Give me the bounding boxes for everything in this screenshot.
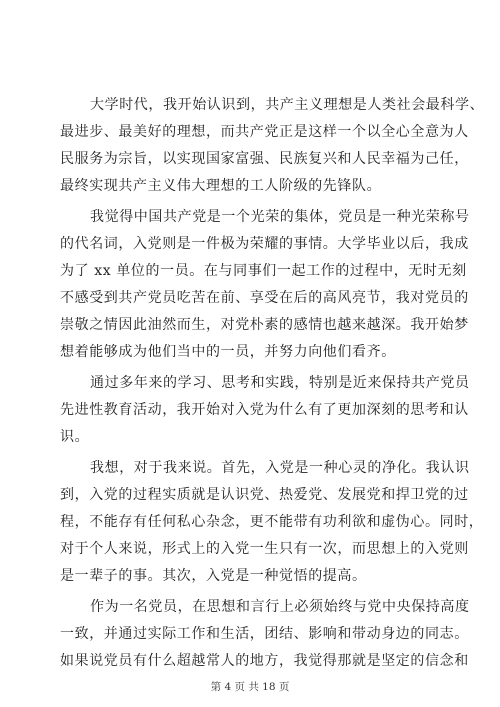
text-line: 最进步、最美好的理想，而共产党正是这样一个以全心全意为人 <box>60 124 469 140</box>
text-line: 识。 <box>60 429 90 445</box>
text-line: 想着能够成为他们当中的一员，并努力向他们看齐。 <box>60 344 396 360</box>
text-line: 我想，对于我来说。首先，入党是一种心灵的净化。我认识 <box>90 460 470 476</box>
text-line: 不感受到共产党员吃苦在前、享受在后的高风亮节，我对党员的 <box>60 290 469 306</box>
paragraph <box>60 455 484 590</box>
text-line: 是一辈子的事。其次，入党是一种觉悟的提高。 <box>60 568 367 584</box>
text-line: 如果说党员有什么超越常人的地方，我觉得那就是坚定的信念和 <box>60 653 469 669</box>
paragraph <box>60 370 470 451</box>
paragraph <box>60 594 470 675</box>
text-line: 民服务为宗旨，以实现国家富强、民族复兴和人民幸福为己任， <box>60 151 469 167</box>
text-line: 一致，并通过实际工作和生活，团结、影响和带动身边的同志。 <box>60 626 469 642</box>
text-line: 先进性教育活动，我开始对入党为什么有了更加深刻的思考和认 <box>60 402 469 418</box>
text-line: 为了 xx 单位的一员。在与同事们一起工作的过程中，无时无刻 <box>60 263 467 279</box>
text-line: 我觉得中国共产党是一个光荣的集体，党员是一种光荣称号 <box>90 209 470 225</box>
paragraph <box>60 204 470 366</box>
text-line: 最终实现共产主义伟大理想的工人阶级的先锋队。 <box>60 178 382 194</box>
document-body <box>60 92 485 675</box>
paragraph <box>60 92 485 200</box>
text-line: 的代名词，入党则是一件极为荣耀的事情。大学毕业以后，我成 <box>60 236 469 252</box>
text-line: 大学时代，我开始认识到，共产主义理想是人类社会最科学、 <box>90 97 485 113</box>
page-number-footer: 第 4 页 共 18 页 <box>210 681 290 693</box>
text-line: 作为一名党员，在思想和言行上必须始终与党中央保持高度 <box>90 599 470 615</box>
text-line: 崇敬之情因此油然而生，对党朴素的感情也越来越深。我开始梦 <box>60 317 469 333</box>
text-line: 通过多年来的学习、思考和实践，特别是近来保持共产党员 <box>90 375 470 391</box>
text-line: 程，不能存有任何私心杂念，更不能带有功利欲和虚伪心。同时， <box>60 514 484 530</box>
text-line: 对于个人来说，形式上的入党一生只有一次，而思想上的入党则 <box>60 541 469 557</box>
text-line: 到，入党的过程实质就是认识党、热爱党、发展党和捍卫党的过 <box>60 487 469 503</box>
